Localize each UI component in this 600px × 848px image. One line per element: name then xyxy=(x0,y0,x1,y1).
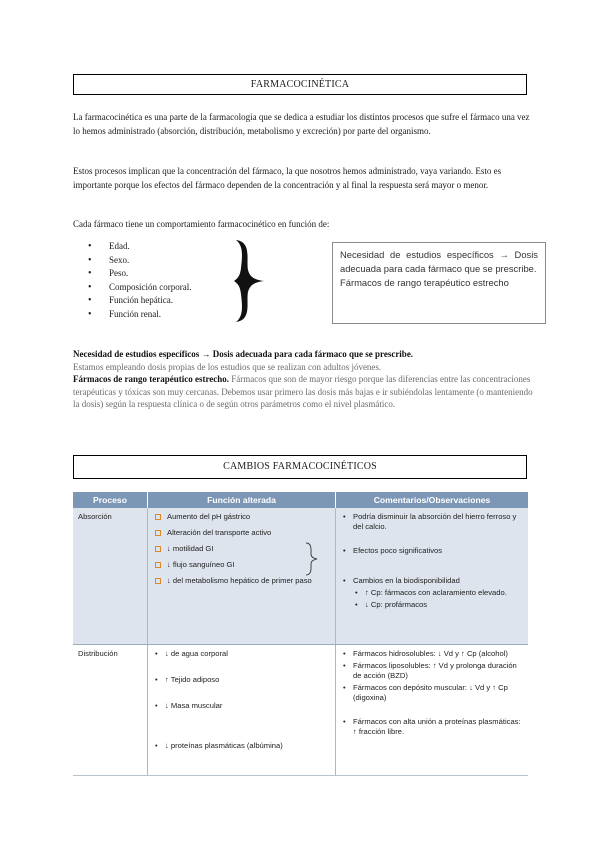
funcion-item: • ↓ Masa muscular xyxy=(153,701,330,711)
factor-list xyxy=(88,240,192,321)
detail-gray-2: Fármacos que son de mayor riesgo porque las diferencias entre las concentraciones terapéuticas y tóxicas son muy cercanas. Debemos usar primero las dosis más bajas e ir subiéndolas lentamente (o manteniendo la dosis) según la respuesta clínica o de según otros parámetros como el nivel plasmático. xyxy=(73,374,533,409)
intro-paragraph-2: Estos procesos implican que la concentración del fármaco, la que nosotros hemos administrado, vaya variando. Esto es importante porque los efectos del fármaco dependen de la concentración y al final la respuesta será mayor o menor. xyxy=(73,166,502,190)
factor-item: • Función renal. xyxy=(88,308,192,322)
comentario-item: • Efectos poco significativos xyxy=(341,546,523,556)
comentario-subitem: • ↓ Cp: profármacos xyxy=(341,600,523,610)
cell-proceso: Distribución xyxy=(73,645,148,776)
factor-item: • Función hepática. xyxy=(88,294,192,308)
page-title: FARMACOCINÉTICA xyxy=(73,74,527,95)
note-box xyxy=(332,242,546,324)
small-brace-icon xyxy=(303,542,321,576)
funcion-item: Alteración del transporte activo xyxy=(153,528,330,538)
note-line-2: Fármacos de rango terapéutico estrecho xyxy=(340,277,509,288)
funcion-item: ↓ motilidad GI xyxy=(153,544,330,554)
section-title: CAMBIOS FARMACOCINÉTICOS xyxy=(73,455,527,479)
comentario-item: • Podría disminuir la absorción del hierro ferroso y del calcio. xyxy=(341,512,523,532)
header-funcion: Función alterada xyxy=(148,492,336,508)
comentario-item: • Fármacos con alta unión a proteínas plasmáticas: ↑ fracción libre. xyxy=(341,717,523,737)
intro-paragraph-3: Cada fármaco tiene un comportamiento farmacocinético en función de: xyxy=(73,219,330,229)
table-row xyxy=(73,508,528,645)
funcion-item: • ↑ Tejido adiposo xyxy=(153,675,330,685)
header-comentarios: Comentarios/Observaciones xyxy=(336,492,529,508)
intro-paragraph-1: La farmacocinética es una parte de la farmacología que se dedica a estudiar los distintos procesos que sufre el fármaco una vez lo hemos administrado (absorción, distribución, metabolismo y excreción) por parte del organismo. xyxy=(73,112,530,136)
pharmacokinetic-changes-table xyxy=(73,492,528,776)
table-row xyxy=(73,645,528,776)
detail-gray-1: Estamos empleando dosis propias de los estudios que se realizan con adultos jóvenes. xyxy=(73,361,382,372)
factor-item: • Sexo. xyxy=(88,254,192,268)
detail-block xyxy=(73,348,533,411)
comentario-subitem: • ↑ Cp: fármacos con aclaramiento elevado. xyxy=(341,588,523,598)
factor-item: • Peso. xyxy=(88,267,192,281)
funcion-item: ↓ flujo sanguíneo GI xyxy=(153,560,330,570)
funcion-item: ↓ del metabolismo hepático de primer paso xyxy=(153,576,330,586)
header-proceso: Proceso xyxy=(73,492,148,508)
comentario-item: • Cambios en la biodisponibilidad xyxy=(341,576,523,586)
comentario-item: • Fármacos con depósito muscular: ↓ Vd y ↑ Cp (digoxina) xyxy=(341,683,523,703)
note-line-1: Necesidad de estudios específicos → Dosis adecuada para cada fármaco que se prescribe. xyxy=(340,249,538,274)
funcion-item: Aumento del pH gástrico xyxy=(153,512,330,522)
funcion-item: • ↓ proteínas plasmáticas (albúmina) xyxy=(153,741,330,751)
cell-funcion xyxy=(148,508,336,645)
detail-bold-1: Necesidad de estudios específicos → Dosis adecuada para cada fármaco que se prescribe. xyxy=(73,349,414,359)
funcion-item: • ↓ de agua corporal xyxy=(153,649,330,659)
factor-item: • Composición corporal. xyxy=(88,281,192,295)
factor-item: • Edad. xyxy=(88,240,192,254)
cell-proceso: Absorción xyxy=(73,508,148,645)
comentario-item: • Fármacos hidrosolubles: ↓ Vd y ↑ Cp (alcohol) xyxy=(341,649,523,659)
cell-comentarios xyxy=(336,645,529,776)
comentario-item: • Fármacos liposolubles: ↑ Vd y prolonga duración de acción (BZD) xyxy=(341,661,523,681)
table-header-row xyxy=(73,492,528,508)
cell-funcion xyxy=(148,645,336,776)
cell-comentarios xyxy=(336,508,529,645)
curly-brace-icon xyxy=(222,238,272,324)
detail-bold-2: Fármacos de rango terapéutico estrecho. xyxy=(73,374,230,384)
